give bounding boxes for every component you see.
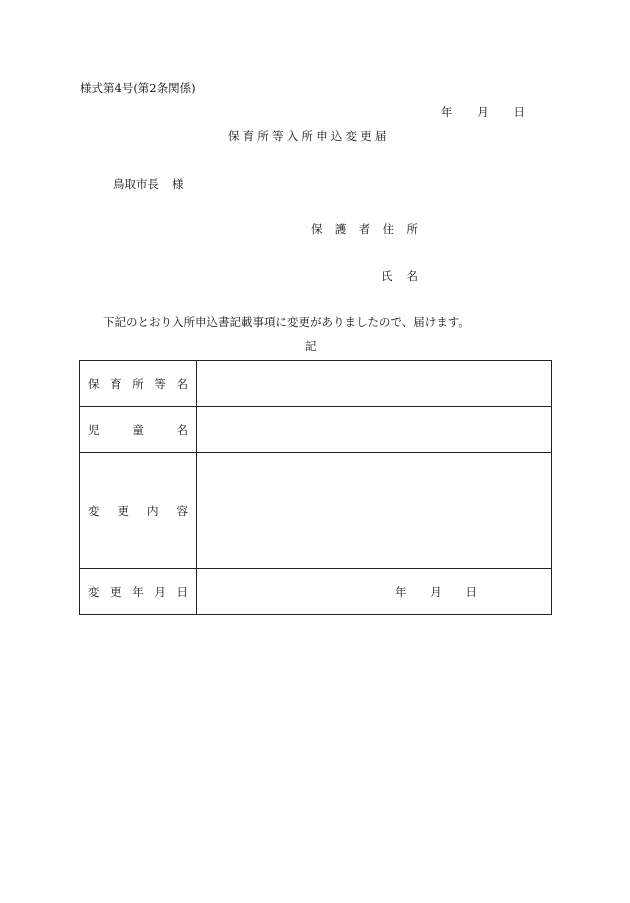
intro-text: 下記のとおり入所申込書記載事項に変更がありましたので、届けます。 — [103, 315, 470, 329]
table-row-change-content — [80, 453, 552, 569]
change-content-label — [80, 453, 197, 569]
guardian-address-label — [311, 221, 418, 237]
change-date-label — [80, 569, 197, 615]
change-date-day-label: 日 — [465, 584, 477, 599]
label-char: 氏 — [381, 269, 393, 283]
date-month-label: 月 — [477, 105, 489, 119]
document-title: 保育所等入所申込変更届 — [228, 129, 390, 143]
label-char: 保 — [311, 222, 323, 236]
table-row-child — [80, 407, 552, 453]
label-char: 保 — [88, 376, 100, 391]
change-date-year-label: 年 — [395, 584, 407, 599]
label-char: 容 — [176, 503, 188, 518]
label-char: 変 — [88, 584, 100, 599]
child-name-label — [80, 407, 197, 453]
label-char: 住 — [382, 222, 395, 236]
label-char: 更 — [110, 584, 122, 599]
label-char: 内 — [147, 503, 159, 518]
form-number: 様式第4号(第2条関係) — [80, 81, 196, 95]
label-char: 更 — [117, 503, 129, 518]
table-row-facility — [80, 361, 552, 407]
change-details-table — [79, 360, 552, 615]
label-char: 変 — [88, 503, 100, 518]
label-char: 育 — [110, 376, 122, 391]
label-char: 名 — [406, 269, 418, 283]
label-char: 児 — [88, 422, 100, 437]
label-char: 等 — [154, 376, 166, 391]
ki-heading: 記 — [305, 339, 317, 353]
label-char: 童 — [132, 422, 144, 437]
table-row-change-date — [80, 569, 552, 615]
guardian-name-label — [381, 268, 418, 284]
label-char: 名 — [176, 376, 188, 391]
facility-name-label — [80, 361, 197, 407]
date-day-label: 日 — [513, 105, 525, 119]
submission-date — [441, 104, 525, 120]
label-char: 名 — [176, 422, 188, 437]
label-char: 所 — [132, 376, 144, 391]
date-year-label: 年 — [441, 105, 453, 119]
label-char: 所 — [406, 222, 418, 236]
change-content-field[interactable] — [197, 453, 552, 569]
addressee-honorific: 様 — [172, 177, 184, 191]
label-char: 年 — [132, 584, 144, 599]
facility-name-field[interactable] — [197, 361, 552, 407]
label-char: 月 — [154, 584, 166, 599]
change-date-field[interactable] — [197, 569, 552, 615]
addressee-name: 鳥取市長 — [113, 177, 159, 191]
label-char: 護 — [334, 222, 347, 236]
change-date-month-label: 月 — [430, 584, 442, 599]
label-char: 日 — [176, 584, 188, 599]
child-name-field[interactable] — [197, 407, 552, 453]
label-char: 者 — [358, 222, 371, 236]
